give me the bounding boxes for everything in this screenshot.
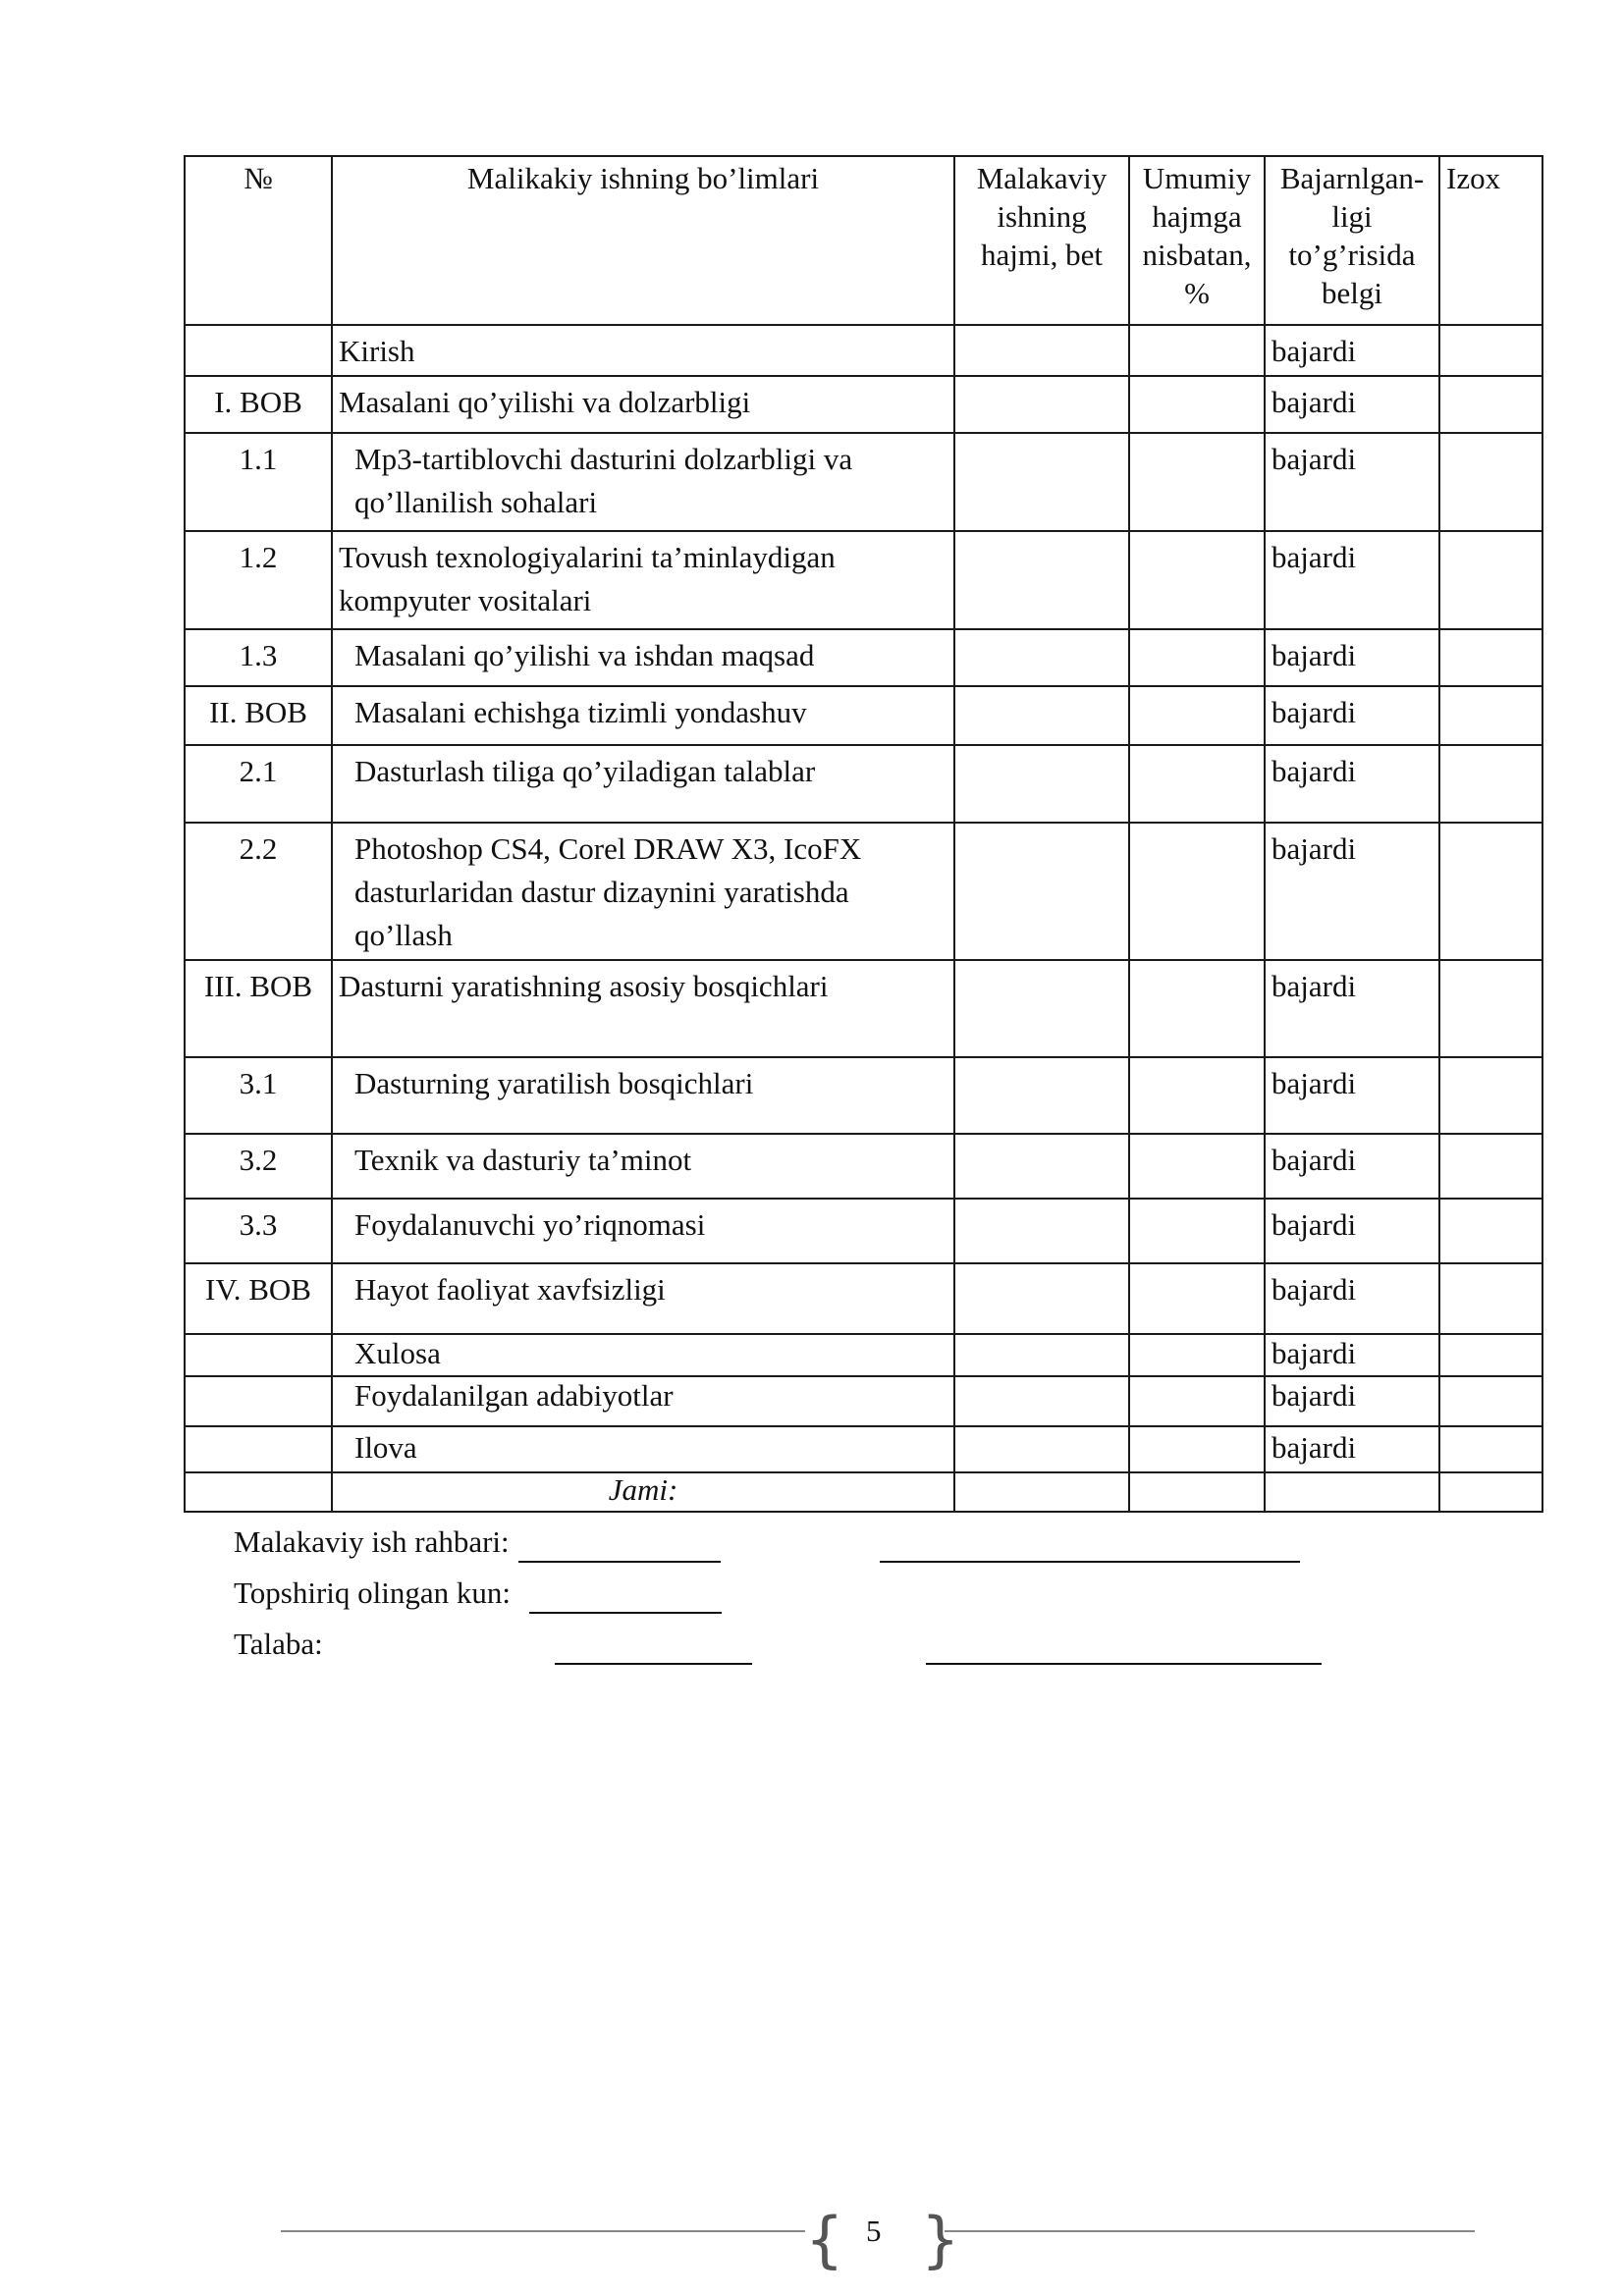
supervisor-signature-line[interactable] — [518, 1561, 721, 1563]
row-num: IV. BOB — [185, 1263, 332, 1334]
row-status: bajardi — [1265, 960, 1439, 1057]
row-note — [1439, 1263, 1542, 1334]
row-note — [1439, 629, 1542, 686]
row-title: Ilova — [332, 1426, 954, 1472]
row-note — [1439, 376, 1542, 433]
row-percent — [1129, 1426, 1265, 1472]
row-volume — [954, 1376, 1129, 1426]
row-percent — [1129, 1199, 1265, 1263]
row-status: bajardi — [1265, 1199, 1439, 1263]
row-num: 3.3 — [185, 1199, 332, 1263]
row-percent — [1129, 1263, 1265, 1334]
row-volume — [954, 1057, 1129, 1134]
row-status: bajardi — [1265, 1057, 1439, 1134]
row-volume — [954, 1134, 1129, 1199]
supervisor-label: Malakaviy ish rahbari: — [234, 1524, 510, 1559]
row-volume — [954, 686, 1129, 745]
table-row — [185, 960, 1542, 1057]
row-status: bajardi — [1265, 1134, 1439, 1199]
row-note — [1439, 745, 1542, 823]
row-title: Texnik va dasturiy ta’minot — [332, 1134, 954, 1199]
total-status — [1265, 1472, 1439, 1512]
row-volume — [954, 1263, 1129, 1334]
row-title: Dasturlash tiliga qo’yiladigan talablar — [332, 745, 954, 823]
row-percent — [1129, 1334, 1265, 1376]
header-num: № — [185, 156, 332, 325]
row-percent — [1129, 433, 1265, 531]
row-status: bajardi — [1265, 531, 1439, 629]
row-percent — [1129, 1057, 1265, 1134]
row-volume — [954, 629, 1129, 686]
table-row — [185, 531, 1542, 629]
row-num — [185, 1334, 332, 1376]
row-num: I. BOB — [185, 376, 332, 433]
row-note — [1439, 823, 1542, 960]
row-num: 1.1 — [185, 433, 332, 531]
row-title: Masalani qo’yilishi va dolzarbligi — [332, 376, 954, 433]
table-row — [185, 686, 1542, 745]
date-line[interactable] — [529, 1612, 722, 1614]
row-status: bajardi — [1265, 376, 1439, 433]
table-row — [185, 629, 1542, 686]
table-row — [185, 1376, 1542, 1426]
row-num: 3.1 — [185, 1057, 332, 1134]
row-title: Kirish — [332, 325, 954, 376]
table-header-row — [185, 156, 1542, 325]
work-plan-table — [184, 155, 1543, 1513]
header-volume: Malakaviy ishning hajmi, bet — [954, 156, 1129, 325]
footer-rule-left — [281, 2230, 805, 2232]
row-percent — [1129, 686, 1265, 745]
footer-rule-right — [945, 2230, 1475, 2232]
row-percent — [1129, 960, 1265, 1057]
row-title: Dasturni yaratishning asosiy bosqichlari — [332, 960, 954, 1057]
row-num: 3.2 — [185, 1134, 332, 1199]
table-row — [185, 1426, 1542, 1472]
row-volume — [954, 823, 1129, 960]
row-note — [1439, 1376, 1542, 1426]
row-num: II. BOB — [185, 686, 332, 745]
table-row — [185, 1199, 1542, 1263]
row-volume — [954, 1199, 1129, 1263]
table-row — [185, 1057, 1542, 1134]
row-volume — [954, 376, 1129, 433]
row-title: Xulosa — [332, 1334, 954, 1376]
total-label: Jami: — [332, 1472, 954, 1512]
row-num — [185, 1376, 332, 1426]
row-title: Foydalanuvchi yo’riqnomasi — [332, 1199, 954, 1263]
row-num — [185, 1426, 332, 1472]
row-status: bajardi — [1265, 1263, 1439, 1334]
row-volume — [954, 433, 1129, 531]
row-percent — [1129, 325, 1265, 376]
row-volume — [954, 1426, 1129, 1472]
row-percent — [1129, 745, 1265, 823]
total-row — [185, 1472, 1542, 1512]
row-num: 1.2 — [185, 531, 332, 629]
table-row — [185, 1334, 1542, 1376]
row-status: bajardi — [1265, 325, 1439, 376]
row-note — [1439, 325, 1542, 376]
table-row — [185, 433, 1542, 531]
header-section: Malikakiy ishning bo’limlari — [332, 156, 954, 325]
row-percent — [1129, 1134, 1265, 1199]
right-brace-icon: } — [921, 2204, 960, 2275]
table-row — [185, 1263, 1542, 1334]
row-percent — [1129, 629, 1265, 686]
page-number: 5 — [866, 2214, 882, 2248]
table-row — [185, 823, 1542, 960]
row-status: bajardi — [1265, 686, 1439, 745]
row-num — [185, 325, 332, 376]
row-status: bajardi — [1265, 433, 1439, 531]
row-note — [1439, 686, 1542, 745]
row-title: Masalani echishga tizimli yondashuv — [332, 686, 954, 745]
row-percent — [1129, 1376, 1265, 1426]
table-row — [185, 745, 1542, 823]
row-status: bajardi — [1265, 745, 1439, 823]
row-volume — [954, 325, 1129, 376]
row-title: Dasturning yaratilish bosqichlari — [332, 1057, 954, 1134]
row-volume — [954, 745, 1129, 823]
left-brace-icon: { — [805, 2204, 844, 2275]
total-note — [1439, 1472, 1542, 1512]
total-num — [185, 1472, 332, 1512]
row-status: bajardi — [1265, 1376, 1439, 1426]
row-title: Hayot faoliyat xavfsizligi — [332, 1263, 954, 1334]
row-note — [1439, 531, 1542, 629]
row-note — [1439, 1199, 1542, 1263]
row-note — [1439, 1057, 1542, 1134]
row-note — [1439, 1334, 1542, 1376]
total-volume — [954, 1472, 1129, 1512]
supervisor-name-line[interactable] — [880, 1561, 1300, 1563]
row-note — [1439, 960, 1542, 1057]
student-name-line[interactable] — [926, 1663, 1322, 1665]
student-signature-line[interactable] — [555, 1663, 752, 1665]
student-label: Talaba: — [234, 1627, 323, 1661]
row-status: bajardi — [1265, 1426, 1439, 1472]
table-row — [185, 1134, 1542, 1199]
row-volume — [954, 960, 1129, 1057]
row-num: 1.3 — [185, 629, 332, 686]
row-status: bajardi — [1265, 823, 1439, 960]
row-num: 2.2 — [185, 823, 332, 960]
table-row — [185, 376, 1542, 433]
date-label: Topshiriq olingan kun: — [234, 1575, 511, 1610]
row-percent — [1129, 376, 1265, 433]
row-volume — [954, 1334, 1129, 1376]
row-title: Foydalanilgan adabiyotlar — [332, 1376, 954, 1426]
header-percent: Umumiy hajmga nisbatan, % — [1129, 156, 1265, 325]
row-volume — [954, 531, 1129, 629]
header-note: Izox — [1439, 156, 1542, 325]
header-done: Bajarnlgan-ligi to’g’risida belgi — [1265, 156, 1439, 325]
row-note — [1439, 1426, 1542, 1472]
table-row — [185, 325, 1542, 376]
row-percent — [1129, 531, 1265, 629]
row-title: Mp3-tartiblovchi dasturini dolzarbligi va qo’llanilish sohalari — [332, 433, 954, 531]
total-percent — [1129, 1472, 1265, 1512]
row-percent — [1129, 823, 1265, 960]
row-status: bajardi — [1265, 1334, 1439, 1376]
row-title: Photoshop CS4, Corel DRAW X3, IcoFX dasturlaridan dastur dizaynini yaratishda qo’llash — [332, 823, 954, 960]
row-status: bajardi — [1265, 629, 1439, 686]
row-title: Tovush texnologiyalarini ta’minlaydigan kompyuter vositalari — [332, 531, 954, 629]
row-note — [1439, 433, 1542, 531]
row-title: Masalani qo’yilishi va ishdan maqsad — [332, 629, 954, 686]
row-num: III. BOB — [185, 960, 332, 1057]
row-note — [1439, 1134, 1542, 1199]
row-num: 2.1 — [185, 745, 332, 823]
